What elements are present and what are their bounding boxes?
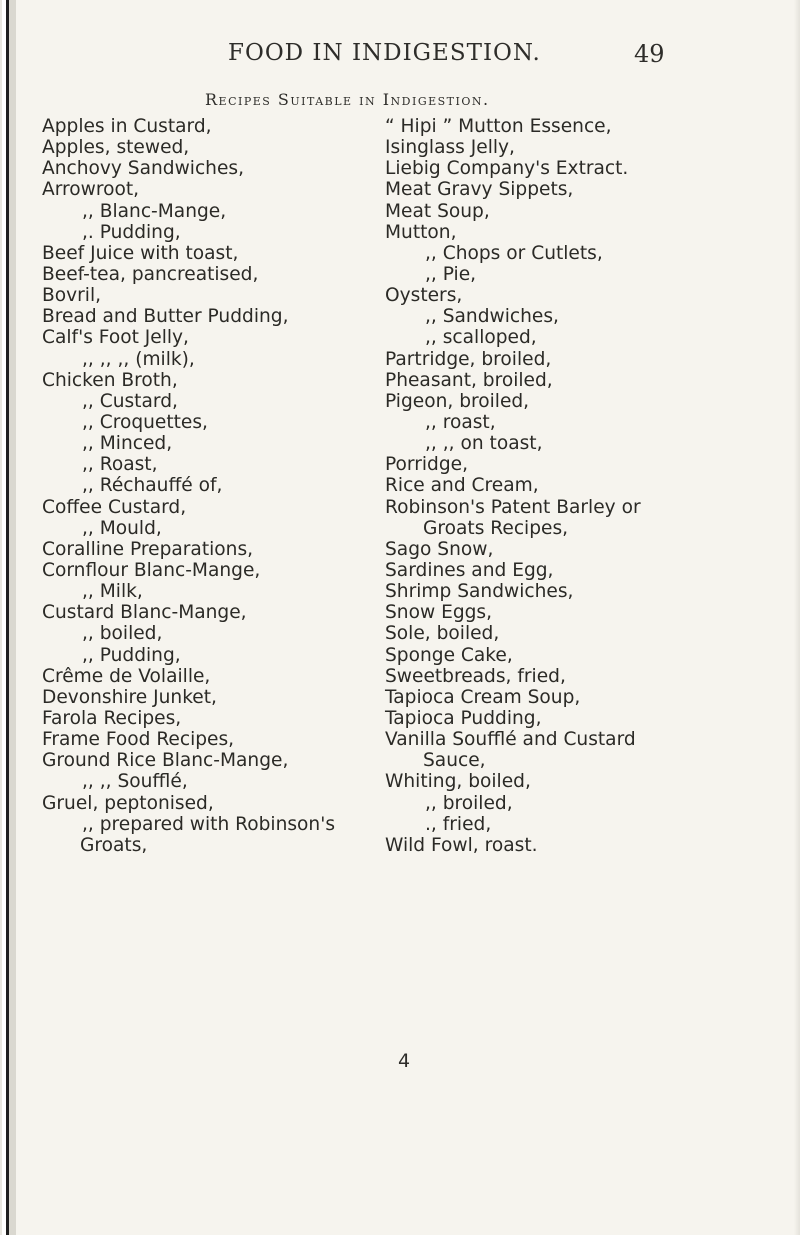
recipe-entry: Tapioca Pudding,: [385, 707, 542, 729]
recipe-entry: Apples, stewed,: [42, 137, 190, 159]
section-title: Recipes Suitable in Indigestion.: [205, 90, 490, 109]
recipe-entry: ,, Custard,: [82, 390, 178, 412]
recipe-entry: Devonshire Junket,: [42, 686, 217, 708]
recipe-entry: Cornflour Blanc-Mange,: [42, 559, 261, 581]
recipe-entry: Pheasant, broiled,: [385, 369, 553, 391]
recipe-entry: ,, prepared with Robinson's: [82, 813, 336, 835]
page-number: 49: [634, 40, 665, 68]
recipe-entry: Sole, boiled,: [385, 623, 500, 645]
left-recipe-column: [42, 116, 335, 856]
recipe-entry: Oysters,: [385, 285, 463, 307]
recipe-entry: Coffee Custard,: [42, 496, 187, 518]
recipe-entry: Shrimp Sandwiches,: [385, 581, 574, 603]
running-header: [0, 34, 800, 74]
recipe-entry: Arrowroot,: [42, 179, 140, 201]
recipe-entry: Rice and Cream,: [385, 475, 539, 497]
recipe-entry: Sago Snow,: [385, 538, 494, 560]
recipe-entry: Farola Recipes,: [42, 707, 182, 729]
recipe-entry: Whiting, boiled,: [385, 771, 531, 793]
recipe-entry: ,, roast,: [425, 411, 496, 433]
recipe-entry: ,, Croquettes,: [82, 411, 208, 433]
recipe-entry: Snow Eggs,: [385, 602, 493, 624]
recipe-entry: Meat Gravy Sippets,: [385, 179, 574, 201]
right-recipe-column: [385, 116, 641, 856]
recipe-entry: ,, Minced,: [82, 433, 173, 455]
recipe-entry: Mutton,: [385, 221, 457, 243]
recipe-entry: Anchovy Sandwiches,: [42, 158, 245, 180]
recipe-entry: ,. Pudding,: [82, 221, 181, 243]
recipe-entry: ,, Chops or Cutlets,: [425, 242, 603, 264]
recipe-entry: ,, Sandwiches,: [425, 306, 559, 328]
recipe-entry: Apples in Custard,: [42, 116, 212, 137]
recipe-entry: Pigeon, broiled,: [385, 390, 530, 412]
running-title: FOOD IN INDIGESTION.: [228, 40, 541, 66]
recipe-entry: Beef Juice with toast,: [42, 242, 239, 264]
recipe-entry: ,, ,, ,, (milk),: [82, 348, 195, 370]
recipe-entry: Sponge Cake,: [385, 644, 513, 666]
recipe-entry: ,, broiled,: [425, 792, 513, 814]
recipe-entry: ,, Roast,: [82, 454, 158, 476]
recipe-entry: ,, ,, on toast,: [425, 433, 543, 455]
recipe-entry: Bovril,: [42, 285, 102, 307]
recipe-entry: Ground Rice Blanc-Mange,: [42, 750, 289, 772]
page-edge-shadow: [794, 0, 800, 1235]
recipe-entry: Partridge, broiled,: [385, 348, 552, 370]
recipe-entry: Robinson's Patent Barley or: [385, 496, 641, 518]
recipe-entry: ,, Réchauffé of,: [82, 475, 223, 497]
recipe-entry: Sweetbreads, fried,: [385, 665, 566, 687]
recipe-entry: Wild Fowl, roast.: [385, 834, 538, 856]
recipe-entry: Groats Recipes,: [423, 517, 569, 539]
recipe-entry: Beef-tea, pancreatised,: [42, 263, 259, 285]
recipe-entry: ,, Pudding,: [82, 644, 181, 666]
recipe-entry: Sardines and Egg,: [385, 559, 554, 581]
recipe-entry: Porridge,: [385, 454, 469, 476]
recipe-entry: ,, scalloped,: [425, 327, 537, 349]
recipe-entry: Vanilla Soufflé and Custard: [385, 729, 636, 751]
recipe-entry: ,, Blanc-Mange,: [82, 200, 227, 222]
recipe-entry: “ Hipi ” Mutton Essence,: [385, 116, 612, 137]
recipe-entry: Tapioca Cream Soup,: [385, 686, 581, 708]
recipe-entry: Liebig Company's Extract.: [385, 158, 629, 180]
recipe-entry: Calf's Foot Jelly,: [42, 327, 189, 349]
recipe-entry: Sauce,: [423, 750, 486, 772]
recipe-entry: Meat Soup,: [385, 200, 490, 222]
recipe-entry: Groats,: [80, 834, 148, 856]
recipe-entry: ., fried,: [425, 813, 492, 835]
recipe-entry: ,, Mould,: [82, 517, 162, 539]
recipe-entry: Gruel, peptonised,: [42, 792, 214, 814]
book-binding-edge: [0, 0, 16, 1235]
recipe-entry: ,, Milk,: [82, 581, 143, 603]
recipe-entry: Chicken Broth,: [42, 369, 178, 391]
recipe-entry: ,, Pie,: [425, 263, 477, 285]
recipe-entry: Frame Food Recipes,: [42, 729, 235, 751]
recipe-entry: Crême de Volaille,: [42, 665, 211, 687]
recipe-entry: ,, ,, Soufflé,: [82, 771, 188, 793]
recipe-entry: Isinglass Jelly,: [385, 137, 515, 159]
recipe-entry: Bread and Butter Pudding,: [42, 306, 289, 328]
footer-signature-number: 4: [398, 1050, 411, 1072]
recipe-entry: Coralline Preparations,: [42, 538, 254, 560]
recipe-entry: ,, boiled,: [82, 623, 163, 645]
recipe-entry: Custard Blanc-Mange,: [42, 602, 247, 624]
